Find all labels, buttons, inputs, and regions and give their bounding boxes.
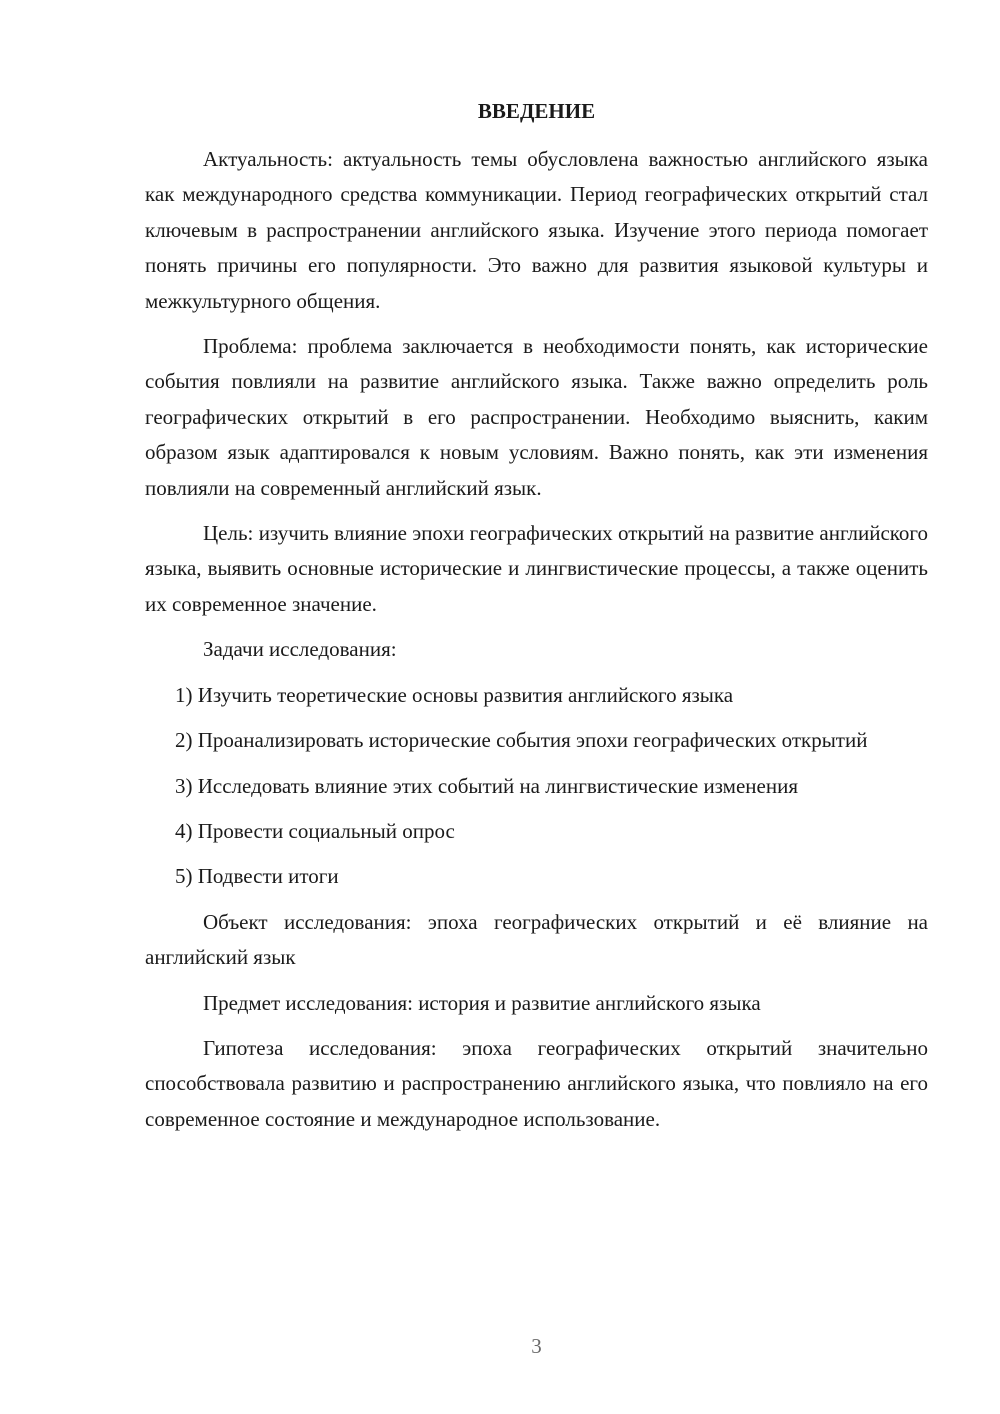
goal-paragraph: Цель: изучить влияние эпохи географических открытий на развитие английского языка, выявить основные исторические и лингвистические процессы, а также оценить их современное значение. bbox=[145, 521, 928, 616]
hypothesis-paragraph: Гипотеза исследования: эпоха географических открытий значительно способствовала развитию и распространению английского языка, что повлияло на его современное состояние и международное использование. bbox=[145, 1035, 928, 1131]
task-item: 4) Провести социальный опрос bbox=[175, 818, 455, 843]
relevance-paragraph: Актуальность: актуальность темы обусловлена важностью английского языка как международного средства коммуникации. Период географических открытий стал ключевым в распространении английского языка. Изучение этого периода помогает понять причины его популярности. Это важно для развития языковой культуры и межкультурного общения. bbox=[145, 147, 928, 313]
tasks-intro: Задачи исследования: bbox=[203, 637, 397, 662]
object-paragraph: Объект исследования: эпоха географических открытий и её влияние на английский язык bbox=[145, 909, 928, 970]
page-number: 3 bbox=[531, 1334, 542, 1358]
body-text bbox=[145, 142, 928, 1147]
task-item: 1) Изучить теоретические основы развития английского языка bbox=[175, 682, 734, 707]
task-list bbox=[145, 678, 928, 895]
task-item: 5) Подвести итоги bbox=[175, 864, 339, 889]
task-item: 3) Исследовать влияние этих событий на лингвистические изменения bbox=[175, 773, 798, 798]
section-heading: ВВЕДЕНИЕ bbox=[477, 99, 596, 123]
document-page bbox=[145, 0, 928, 1414]
task-item: 2) Проанализировать исторические события эпохи географических открытий bbox=[175, 728, 868, 753]
subject-paragraph: Предмет исследования: история и развитие английского языка bbox=[203, 990, 761, 1015]
problem-paragraph: Проблема: проблема заключается в необходимости понять, как исторические события повлияли на развитие английского языка. Также важно определить роль географических открытий в его распространении. Необходимо выяснить, каким образом язык адаптировался к новым условиям. Важно понять, как эти изменения повлияли на современный английский язык. bbox=[145, 334, 928, 500]
